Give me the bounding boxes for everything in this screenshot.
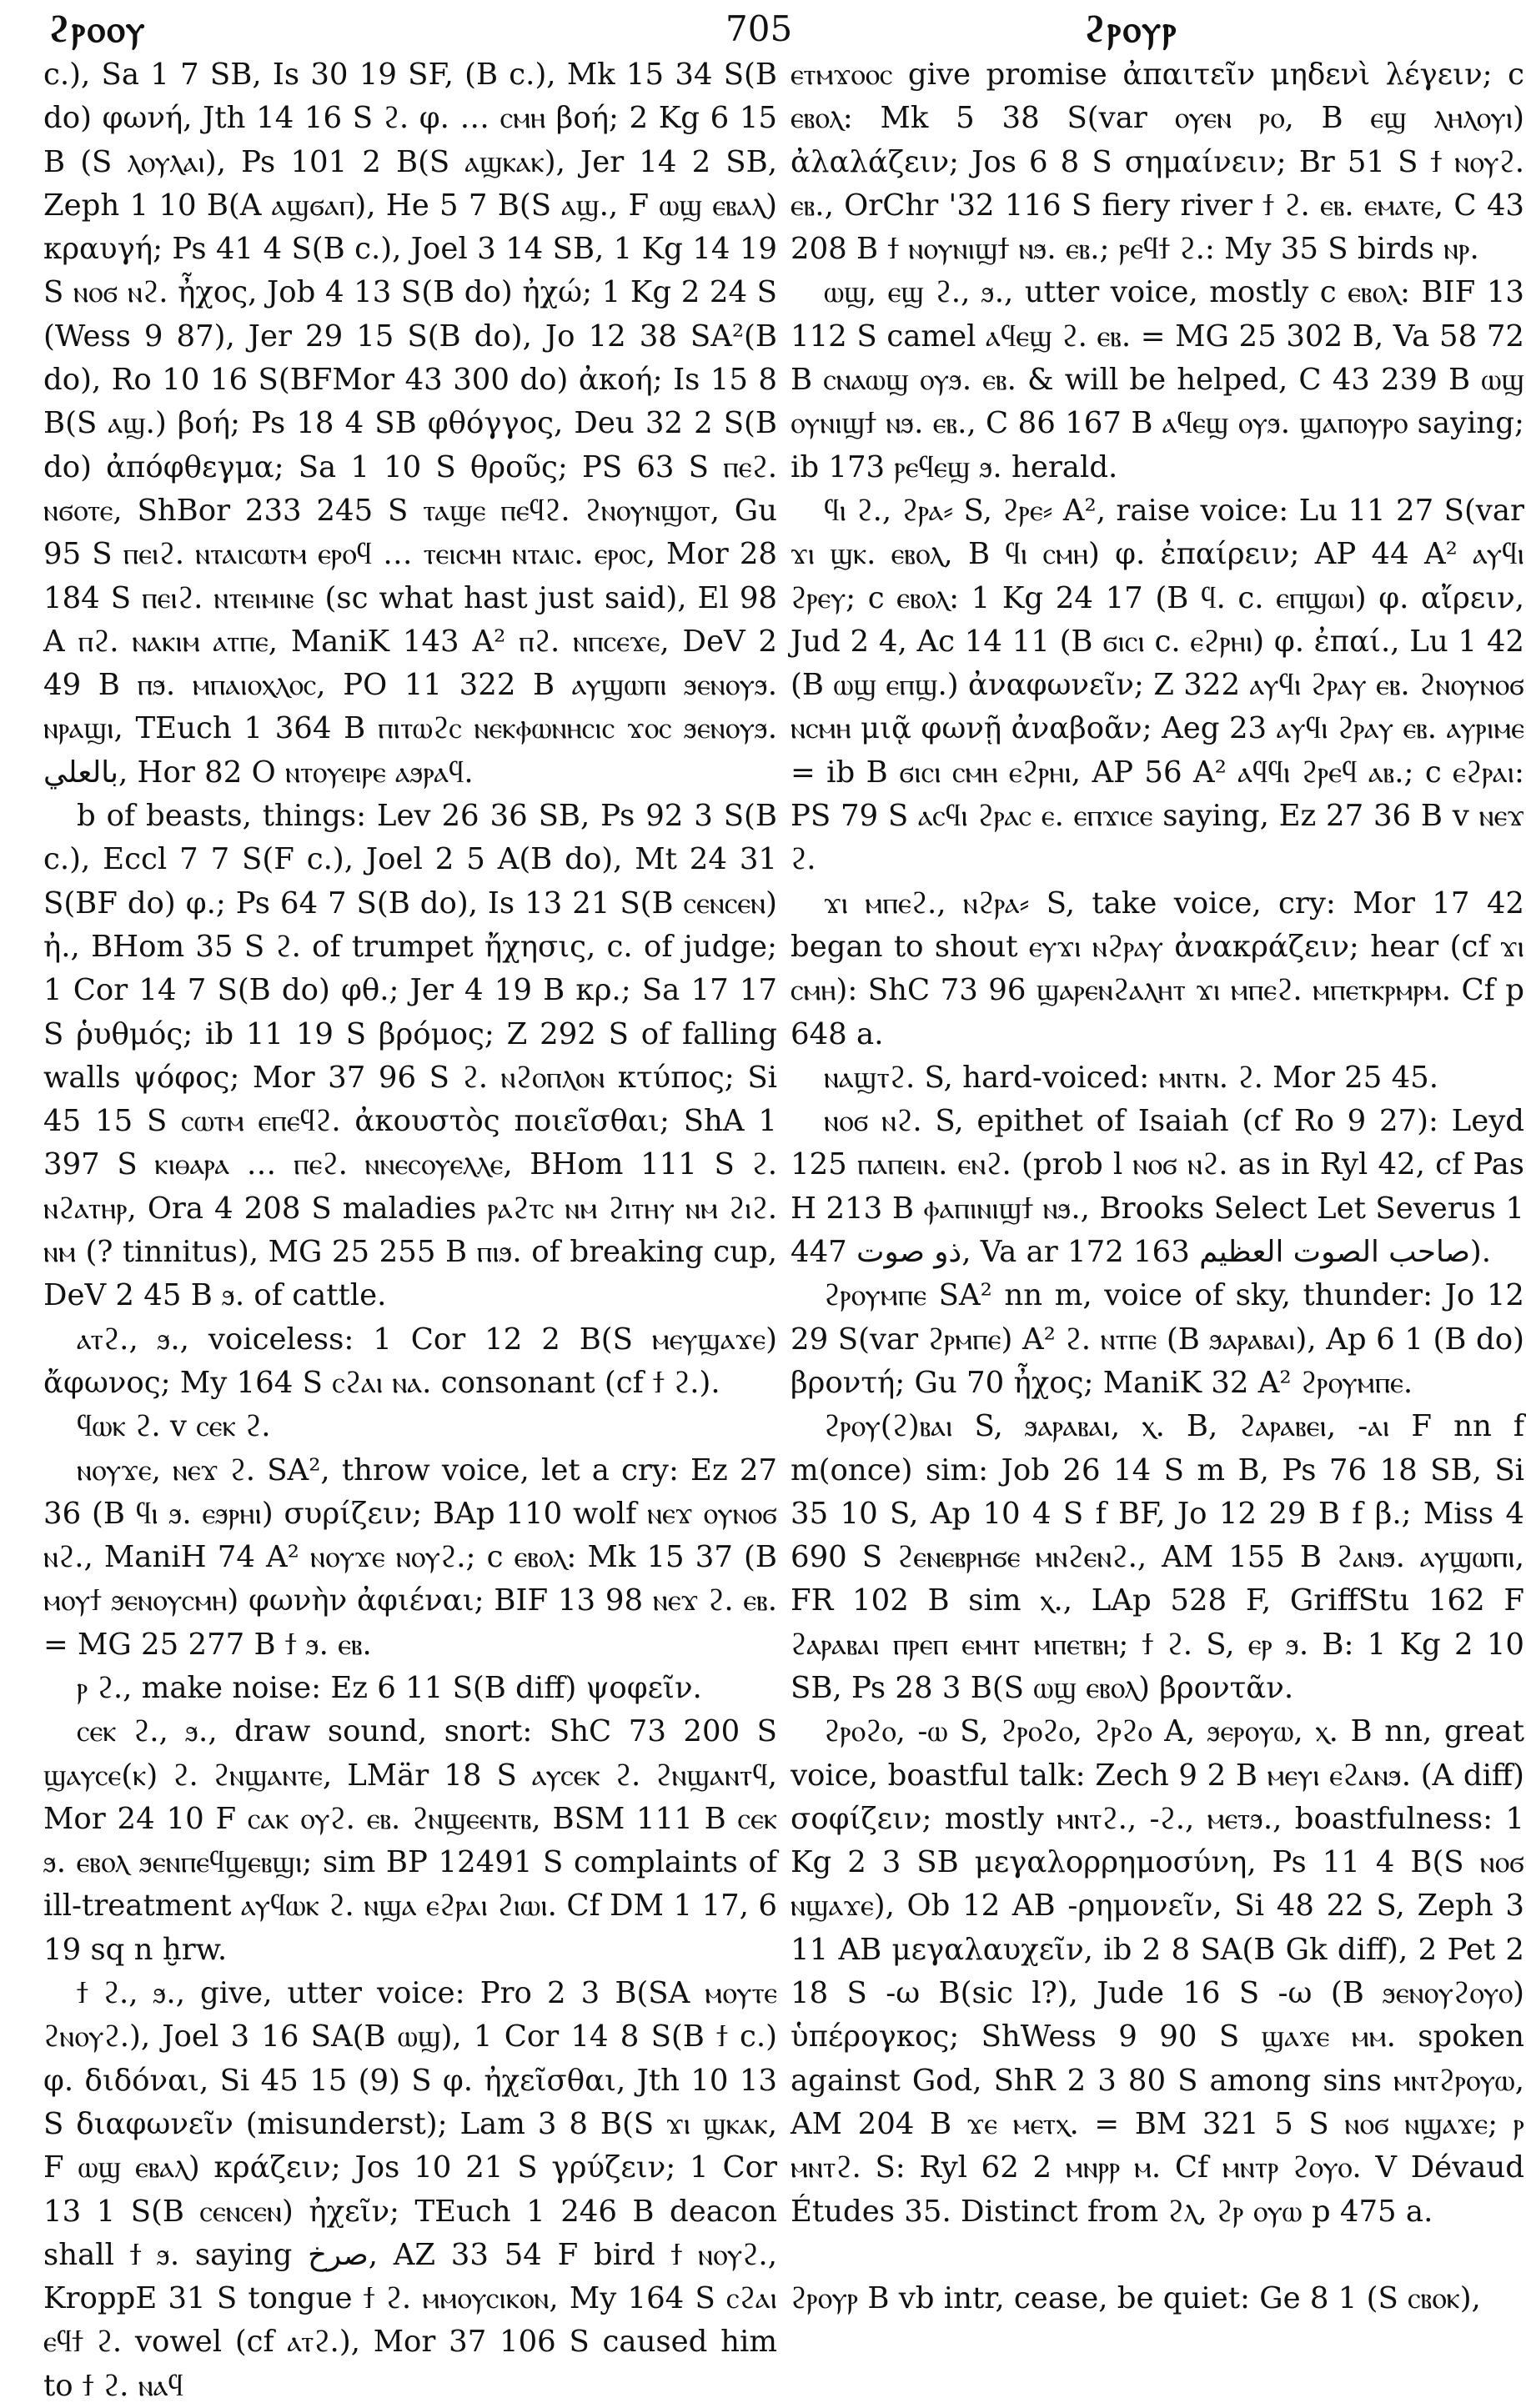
left-column-entry-paragraph: ϯ ϩ., ϧ., give, utter voice: Pro 2 3 B(SA ⲙⲟⲩⲧⲉ ϩⲛⲟⲩϩ.), Joel 3 16 SA(B ⲱϣ), 1 Cor 14 8 S(B ϯ c.) φ. διδόναι, Si 45 15 (9) S φ. ἠχεῖσθαι, Jth 10 13 S διαφωνεῖν (misunderst); Lam 3 8 B(S ϫⲓ ϣⲕⲁⲕ, F ⲱϣ ⲉⲃⲁⲗ) κράζειν; Jos 10 21 S γρύζειν; 1 Cor 13 1 S(B ⲥⲉⲛⲥⲉⲛ) ἠχεῖν; TEuch 1 246 B deacon shall ϯ ϧ. saying صرخ, AZ 33 54 F bird ϯ ⲛⲟⲩϩ., KroppE 31 S tongue ϯ ϩ. ⲙⲙⲟⲩⲥⲓⲕⲟⲛ, My 164 S ⲥϩⲁⲓ ⲉϥϯ ϩ. vowel (cf ⲁⲧϩ.), Mor 37 106 S caused him to ϯ ϩ. ⲛⲁϥ xyxy=(43,1976,777,2403)
right-column-entry-paragraph: ⲛⲁϣⲧϩ. S, hard-voiced: ⲙⲛⲧⲛ. ϩ. Mor 25 45. xyxy=(824,1060,1439,1095)
right-column-entry-paragraph: ⲱϣ, ⲉϣ ϩ., ϧ., utter voice, mostly c ⲉⲃⲟⲗ: BIF 13 112 S camel ⲁϥⲉϣ ϩ. ⲉⲃ. = MG 25 302 B, Va 58 72 B ⲥⲛⲁⲱϣ ⲟⲩϧ. ⲉⲃ. & will be helped, C 43 239 B ⲱϣ ⲟⲩⲛⲓϣϯ ⲛϧ. ⲉⲃ., C 86 167 B ⲁϥⲉϣ ⲟⲩϧ. ϣⲁⲡⲟⲩⲣⲟ saying; ib 173 ⲣⲉϥⲉϣ ϧ. herald. xyxy=(791,275,1524,484)
left-column-entry-paragraph: c.), Sa 1 7 SB, Is 30 19 SF, (B c.), Mk 15 34 S(B do) φωνή, Jth 14 16 S ϩ. φ. … ⲥⲙⲏ βοή; 2 Kg 6 15 B (S ⲗⲟⲩⲗⲁⲓ), Ps 101 2 B(S ⲁϣⲕⲁⲕ), Jer 14 2 SB, Zeph 1 10 B(A ⲁϣϭⲁⲡ), He 5 7 B(S ⲁϣ., F ⲱϣ ⲉⲃⲁⲗ) κραυγή; Ps 41 4 S(B c.), Joel 3 14 SB, 1 Kg 14 19 S ⲛⲟϭ ⲛϩ. ἦχος, Job 4 13 S(B do) ἠχώ; 1 Kg 2 24 S (Wess 9 87), Jer 29 15 S(B do), Jo 12 38 SA²(B do), Ro 10 16 S(BFMor 43 300 do) ἀκοή; Is 15 8 B(S ⲁϣ.) βοή; Ps 18 4 SB φθόγγος, Deu 32 2 S(B do) ἀπόφθεγμα; Sa 1 10 S θροῦς; PS 63 S ⲡⲉϩ. ⲛϭⲟⲧⲉ, ShBor 233 245 S ⲧⲁϣⲉ ⲡⲉϥϩ. ϩⲛⲟⲩⲛϣⲟⲧ, Gu 95 S ⲡⲉⲓϩ. ⲛⲧⲁⲓⲥⲱⲧⲙ ⲉⲣⲟϥ … ⲧⲉⲓⲥⲙⲏ ⲛⲧⲁⲓⲥ. ⲉⲣⲟⲥ, Mor 28 184 S ⲡⲉⲓϩ. ⲛⲧⲉⲓⲙⲓⲛⲉ (sc what hast just said), El 98 A ⲡϩ. ⲛⲁⲕⲓⲙ ⲁⲧⲡⲉ, ManiK 143 A² ⲡϩ. ⲛⲡⲥⲉϫⲉ, DeV 2 49 B ⲡϧ. ⲙⲡⲁⲓⲟⲭⲗⲟⲥ, PO 11 322 B ⲁⲩϣⲱⲡⲓ ϧⲉⲛⲟⲩϧ. ⲛⲣⲁϣⲓ, TEuch 1 364 B ⲡⲓⲧⲱϩⲥ ⲛⲉⲕⲫⲱⲛⲏⲥⲓⲥ ϫⲟⲥ ϧⲉⲛⲟⲩϧ. بالعلي, Hor 82 O ⲛⲧⲟⲩⲉⲓⲣⲉ ⲁϧⲣⲁϥ. xyxy=(43,58,777,790)
left-column-entry-paragraph: ⲣ ϩ., make noise: Ez 6 11 S(B diff) ψοφεῖν. xyxy=(77,1670,702,1705)
left-column xyxy=(43,53,777,2408)
right-column-entry-paragraph: ⲛⲟϭ ⲛϩ. S, epithet of Isaiah (cf Ro 9 27): Leyd 125 ⲡⲁⲡⲉⲓⲛ. ⲉⲛϩ. (prob l ⲛⲟϭ ⲛϩ. as in Ryl 42, cf Pas H 213 B ⲫⲁⲡⲓⲛⲓϣϯ ⲛϧ., Brooks Select Let Severus 1 447 ذو صوت, Va ar 172 163 صاحب الصوت العظيم). xyxy=(791,1104,1524,1270)
left-column-entry-paragraph: ⲁⲧϩ., ϧ., voiceless: 1 Cor 12 2 B(S ⲙⲉⲩϣⲁϫⲉ) ἄφωνος; My 164 S ⲥϩⲁⲓ ⲛⲁ. consonant (cf ϯ ϩ.). xyxy=(43,1322,777,1400)
left-column-entry-paragraph: b of beasts, things: Lev 26 36 SB, Ps 92 3 S(B c.), Eccl 7 7 S(F c.), Joel 2 5 A(B do), Mt 24 31 S(BF do) φ.; Ps 64 7 S(B do), Is 13 21 S(B ⲥⲉⲛⲥⲉⲛ) ἠ., BHom 35 S ϩ. of trumpet ἤχησις, c. of judge; 1 Cor 14 7 S(B do) φθ.; Jer 4 19 B κρ.; Sa 17 17 S ῥυθμός; ib 11 19 S βρόμος; Z 292 S of falling walls ψόφος; Mor 37 96 S ϩ. ⲛϩⲟⲡⲗⲟⲛ κτύπος; Si 45 15 S ⲥⲱⲧⲙ ⲉⲡⲉϥϩ. ἀκουστὸς ποιεῖσθαι; ShA 1 397 S ⲕⲓⲑⲁⲣⲁ … ⲡⲉϩ. ⲛⲛⲉⲥⲟⲩⲉⲗⲗⲉ, BHom 111 S ϩ. ⲛϩⲁⲧⲏⲣ, Ora 4 208 S maladies ⲣⲁϩⲧⲥ ⲛⲙ ϩⲓⲧⲏⲩ ⲛⲙ ϩⲓϩ. ⲛⲙ (? tinnitus), MG 25 255 B ⲡⲓϧ. of breaking cup, DeV 2 45 B ϧ. of cattle. xyxy=(43,799,777,1313)
right-column-entry-paragraph: ϩⲣⲟⲩⲙⲡⲉ SA² nn m, voice of sky, thunder: Jo 12 29 S(var ϩⲣⲙⲡⲉ) A² ϩ. ⲛⲧⲡⲉ (B ϧⲁⲣⲁⲃⲁⲓ), Ap 6 1 (B do) βροντή; Gu 70 ἦχος; ManiK 32 A² ϩⲣⲟⲩⲙⲡⲉ. xyxy=(791,1278,1524,1400)
left-column-entry-paragraph: ϥⲱⲕ ϩ. v ⲥⲉⲕ ϩ. xyxy=(77,1409,271,1444)
right-column-entry-paragraph: ϩⲣⲟⲩ(ϩ)ⲃⲁⲓ S, ϧⲁⲣⲁⲃⲁⲓ, ⲭ. B, ϩⲁⲣⲁⲃⲉⲓ, -ⲁⲓ F nn f m(once) sim: Job 26 14 S m B, Ps 76 18 SB, Si 35 10 S, Ap 10 4 S f BF, Jo 12 29 B f β.; Miss 4 690 S ϩⲉⲛⲉⲃⲣⲏϭⲉ ⲙⲛϩⲉⲛϩ., AM 155 B ϩⲁⲛϧ. ⲁⲩϣⲱⲡⲓ, FR 102 B sim ⲭ., LAp 528 F, GriffStu 162 F ϩⲁⲣⲁⲃⲁⲓ ⲡⲣⲉⲡ ⲉⲙⲏⲧ ⲙⲡⲉⲧⲃⲏ; ϯ ϩ. S, ⲉⲣ ϧ. B: 1 Kg 2 10 SB, Ps 28 3 B(S ⲱϣ ⲉⲃⲟⲗ) βροντᾶν. xyxy=(791,1409,1524,1705)
left-column-entry-paragraph: ⲥⲉⲕ ϩ., ϧ., draw sound, snort: ShC 73 200 S ϣⲁⲩⲥⲉ(ⲕ) ϩ. ϩⲛϣⲁⲛⲧⲉ, LMär 18 S ⲁⲩⲥⲉⲕ ϩ. ϩⲛϣⲁⲛⲧϥ, Mor 24 10 F ⲥⲁⲕ ⲟⲩϩ. ⲉⲃ. ϩⲛϣⲉⲉⲛⲧⲃ, BSM 111 B ⲥⲉⲕ ϧ. ⲉⲃⲟⲗ ϧⲉⲛⲡⲉϥϣⲉⲃϣⲓ; sim BP 12491 S complaints of ill-treatment ⲁⲩϥⲱⲕ ϩ. ⲛϣⲁ ⲉϩⲣⲁⲓ ϩⲓⲱⲓ. Cf DM 1 17, 6 19 sq n ḫrw. xyxy=(43,1714,777,1967)
right-column-entry-paragraph: ϫⲓ ⲙⲡⲉϩ., ⲛϩⲣⲁ⸗ S, take voice, cry: Mor 17 42 began to shout ⲉⲩϫⲓ ⲛϩⲣⲁⲩ ἀνακράζειν; hear (cf ϫⲓ ⲥⲙⲏ): ShC 73 96 ϣⲁⲣⲉⲛϩⲁⲗⲏⲧ ϫⲓ ⲙⲡⲉϩ. ⲙⲡⲉⲧⲕⲣⲙⲣⲙ. Cf p 648 a. xyxy=(791,885,1524,1051)
right-headword: ϩⲣⲟⲩⲣ xyxy=(1084,8,1178,51)
left-headword: ϩⲣⲟⲟⲩ xyxy=(48,8,147,51)
right-column-entry-paragraph: ⲉⲧⲙϫⲟⲟⲥ give promise ἀπαιτεῖν μηδενὶ λέγειν; c ⲉⲃⲟⲗ: Mk 5 38 S(var ⲟⲩⲉⲛ ⲣⲟ, B ⲉϣ ⲗⲏⲗⲟⲩⲓ) ἀλαλάζειν; Jos 6 8 S σημαίνειν; Br 51 S ϯ ⲛⲟⲩϩ. ⲉⲃ., OrChr '32 116 S fiery river ϯ ϩ. ⲉⲃ. ⲉⲙⲁⲧⲉ, C 43 208 B ϯ ⲛⲟⲩⲛⲓϣϯ ⲛϧ. ⲉⲃ.; ⲣⲉϥϯ ϩ.: My 35 S birds ⲛⲣ. xyxy=(791,58,1524,267)
right-column-entry-paragraph: ϥⲓ ϩ., ϩⲣⲁ⸗ S, ϩⲣⲉ⸗ A², raise voice: Lu 11 27 S(var ϫⲓ ϣⲕ. ⲉⲃⲟⲗ, B ϥⲓ ⲥⲙⲏ) φ. ἐπαίρειν; AP 44 A² ⲁⲩϥⲓ ϩⲣⲉⲩ; c ⲉⲃⲟⲗ: 1 Kg 24 17 (B ϥ. c. ⲉⲡϣⲱⲓ) φ. αἴρειν, Jud 2 4, Ac 14 11 (B ϭⲓⲥⲓ c. ⲉϩⲣⲏⲓ) φ. ἐπαί., Lu 1 42 (B ⲱϣ ⲉⲡϣ.) ἀναφωνεῖν; Z 322 ⲁⲩϥⲓ ϩⲣⲁⲩ ⲉⲃ. ϩⲛⲟⲩⲛⲟϭ ⲛⲥⲙⲏ μιᾷ φωνῇ ἀναβοᾶν; Aeg 23 ⲁⲩϥⲓ ϩⲣⲁⲩ ⲉⲃ. ⲁⲩⲣⲓⲙⲉ = ib B ϭⲓⲥⲓ ⲥⲙⲏ ⲉϩⲣⲏⲓ, AP 56 A² ⲁϥϥⲓ ϩⲣⲉϥ ⲁⲃ.; c ⲉϩⲣⲁⲓ: PS 79 S ⲁⲥϥⲓ ϩⲣⲁⲥ ⲉ. ⲉⲡϫⲓⲥⲉ saying, Ez 27 36 B v ⲛⲉϫ ϩ. xyxy=(791,493,1524,877)
page-number: 705 xyxy=(725,8,793,49)
left-column-entry-paragraph: ⲛⲟⲩϫⲉ, ⲛⲉϫ ϩ. SA², throw voice, let a cry: Ez 27 36 (B ϥⲓ ϧ. ⲉϧⲣⲏⲓ) συρίζειν; BAp 110 wolf ⲛⲉϫ ⲟⲩⲛⲟϭ ⲛϩ., ManiH 74 A² ⲛⲟⲩϫⲉ ⲛⲟⲩϩ.; c ⲉⲃⲟⲗ: Mk 15 37 (B ⲙⲟⲩϯ ϧⲉⲛⲟⲩⲥⲙⲏ) φωνὴν ἀφιέναι; BIF 13 98 ⲛⲉϫ ϩ. ⲉⲃ. = MG 25 277 B ϯ ϧ. ⲉⲃ. xyxy=(43,1452,777,1662)
right-column xyxy=(791,53,1524,2320)
right-column-entry-paragraph: ϩⲣⲟϩⲟ, -ⲱ S, ϩⲣⲟϩⲟ, ϩⲣϩⲟ A, ϧⲉⲣⲟⲩⲱ, ⲭ. B nn, great voice, boastful talk: Zech 9 2 B ⲙⲉⲩⲓ ⲉϩⲁⲛϧ. (A diff) σοφίζειν; mostly ⲙⲛⲧϩ., -ϩ., ⲙⲉⲧϧ., boastfulness: 1 Kg 2 3 SB μεγαλορρημοσύνη, Ps 11 4 B(S ⲛⲟϭ ⲛϣⲁϫⲉ), Ob 12 AB -ρημονεῖν, Si 48 22 S, Zeph 3 11 AB μεγαλαυχεῖν, ib 2 8 SA(B Gk diff), 2 Pet 2 18 S -ω B(sic l?), Jude 16 S -ω (B ϧⲉⲛⲟⲩϩⲟⲩⲟ) ὑπέρογκος; ShWess 9 90 S ϣⲁϫⲉ ⲙⲙ. spoken against God, ShR 2 3 80 S among sins ⲙⲛⲧϩⲣⲟⲩⲱ, AM 204 B ϫⲉ ⲙⲉⲧⲭ. = BM 321 5 S ⲛⲟϭ ⲛϣⲁϫⲉ; ⲣ ⲙⲛⲧϩ. S: Ryl 62 2 ⲙⲛⲣⲣ ⲙ. Cf ⲙⲛⲧⲣ ϩⲟⲩⲟ. V Dévaud Études 35. Distinct from ϩⲗ, ϩⲣ ⲟⲩⲱ p 475 a. xyxy=(791,1714,1524,2229)
right-column-entry-paragraph: ϩⲣⲟⲩⲣ B vb intr, cease, be quiet: Ge 8 1 (S ⲥⲃⲟⲕ), xyxy=(791,2280,1481,2315)
page-header xyxy=(0,0,1526,58)
